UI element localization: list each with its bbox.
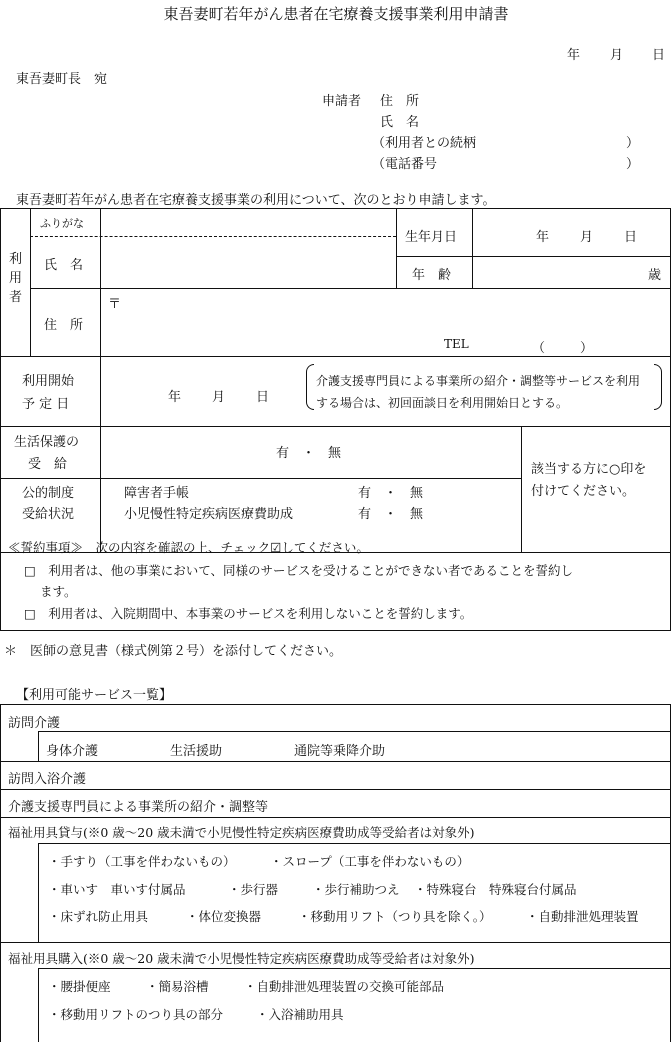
birth-label: 生年月日 <box>405 230 458 245</box>
rental-item: ・スロープ（工事を伴わないもの） <box>270 854 470 869</box>
rental-item: ・歩行補助つえ <box>312 882 400 897</box>
addressee: 東吾妻町長 宛 <box>16 72 108 87</box>
start-note-1: 介護支援専門員による事業所の紹介・調整等サービスを利用 <box>316 374 641 388</box>
applicant-phone-label: （電話番号 <box>372 157 438 172</box>
user-label-1: 利 <box>9 252 23 267</box>
rental-item: ・移動用リフト（つり具を除く。） <box>298 909 492 924</box>
visit-care-item: 身体介護 <box>46 744 99 759</box>
circle-note-1: 該当する方に○印を <box>531 462 647 477</box>
service-care-manager: 介護支援専門員による事業所の紹介・調整等 <box>8 800 269 815</box>
postal-mark: 〒 <box>108 297 122 312</box>
public-item-disability: 障害者手帳 <box>124 486 190 501</box>
start-label-1: 利用開始 <box>22 374 75 389</box>
pledge-title: ≪誓約事項≫ 次の内容を確認の上、チェック☑してください。 <box>8 540 369 555</box>
service-rental: 福祉用具貸与(※0 歳～20 歳未満で小児慢性特定疾病医療費助成等受給者は対象外) <box>8 825 475 840</box>
age-unit: 歳 <box>648 268 662 283</box>
rental-item: ・車いす 車いす付属品 <box>48 882 186 897</box>
page-title: 東吾妻町若年がん患者在宅療養支援事業利用申請書 <box>163 5 509 23</box>
rental-item: ・歩行器 <box>228 882 279 897</box>
public-item-pediatric: 小児慢性特定疾病医療費助成 <box>124 507 294 522</box>
visit-care-item: 生活援助 <box>170 744 223 759</box>
rental-item: ・特殊寝台 特殊寝台付属品 <box>414 882 577 897</box>
start-year: 年 <box>168 390 182 405</box>
visit-care-item: 通院等乗降介助 <box>294 744 386 759</box>
applicant-name-label: 氏 名 <box>380 115 420 130</box>
applicant-address-label: 住 所 <box>380 94 420 109</box>
rental-item: ・体位変換器 <box>186 909 262 924</box>
service-purchase: 福祉用具購入(※0 歳～20 歳未満で小児慢性特定疾病医療費助成等受給者は対象外) <box>8 951 475 966</box>
public-label-2: 受給状況 <box>22 507 75 522</box>
age-label: 年 齢 <box>412 268 452 283</box>
user-name-label: 氏 名 <box>44 258 84 273</box>
service-visit-care: 訪問介護 <box>8 716 61 731</box>
relation-close-paren: ） <box>626 136 640 151</box>
public-choice-1: 有 ・ 無 <box>358 486 424 501</box>
purchase-item: ・移動用リフトのつり具の部分 <box>48 1007 224 1022</box>
date-day: 日 <box>652 48 666 63</box>
services-heading: 【利用可能サービス一覧】 <box>16 688 173 703</box>
rental-item: ・床ずれ防止用具 <box>48 909 149 924</box>
date-month: 月 <box>610 48 624 63</box>
attach-note: ＊ 医師の意見書（様式例第２号）を添付してください。 <box>4 644 343 659</box>
pledge-item-1-cont: ます。 <box>40 584 77 599</box>
start-label-2: 予 定 日 <box>22 397 70 412</box>
welfare-label-1: 生活保護の <box>14 435 80 450</box>
tel-label: TEL <box>444 337 469 351</box>
furigana-label: ふりがな <box>40 217 84 230</box>
intro-text: 東吾妻町若年がん患者在宅療養支援事業の利用について、次のとおり申請します。 <box>16 193 496 208</box>
purchase-item: ・簡易浴槽 <box>146 979 209 994</box>
purchase-item: ・入浴補助用具 <box>256 1007 344 1022</box>
user-label-2: 用 <box>9 271 23 286</box>
birth-day: 日 <box>624 230 638 245</box>
tel-open-paren: （ <box>532 341 546 356</box>
birth-year: 年 <box>536 230 550 245</box>
user-address-label: 住 所 <box>44 318 84 333</box>
start-note-2: する場合は、初回面談日を利用開始日とする。 <box>316 396 569 410</box>
purchase-item: ・自動排泄処理装置の交換可能部品 <box>244 979 445 994</box>
welfare-label-2: 受 給 <box>28 457 68 472</box>
start-month: 月 <box>212 390 226 405</box>
service-visit-bath: 訪問入浴介護 <box>8 772 87 787</box>
birth-month: 月 <box>580 230 594 245</box>
start-day: 日 <box>256 390 270 405</box>
phone-close-paren: ） <box>626 157 640 172</box>
tel-close-paren: ） <box>580 341 594 356</box>
circle-note-2: 付けてください。 <box>531 484 636 499</box>
user-label-3: 者 <box>9 290 23 305</box>
applicant-label: 申請者 <box>322 94 362 109</box>
applicant-relation-label: （利用者との続柄 <box>372 136 477 151</box>
public-label-1: 公的制度 <box>22 486 75 501</box>
pledge-item-2: □ 利用者は、入院期間中、本事業のサービスを利用しないことを誓約します。 <box>24 606 473 621</box>
purchase-item: ・腰掛便座 <box>48 979 111 994</box>
welfare-choice: 有 ・ 無 <box>276 446 342 461</box>
public-choice-2: 有 ・ 無 <box>358 507 424 522</box>
date-year: 年 <box>567 48 581 63</box>
rental-item: ・手すり（工事を伴わないもの） <box>48 854 236 869</box>
pledge-item-1: □ 利用者は、他の事業において、同様のサービスを受けることができない者であることを誓約し <box>24 563 574 578</box>
rental-item: ・自動排泄処理装置 <box>526 909 639 924</box>
